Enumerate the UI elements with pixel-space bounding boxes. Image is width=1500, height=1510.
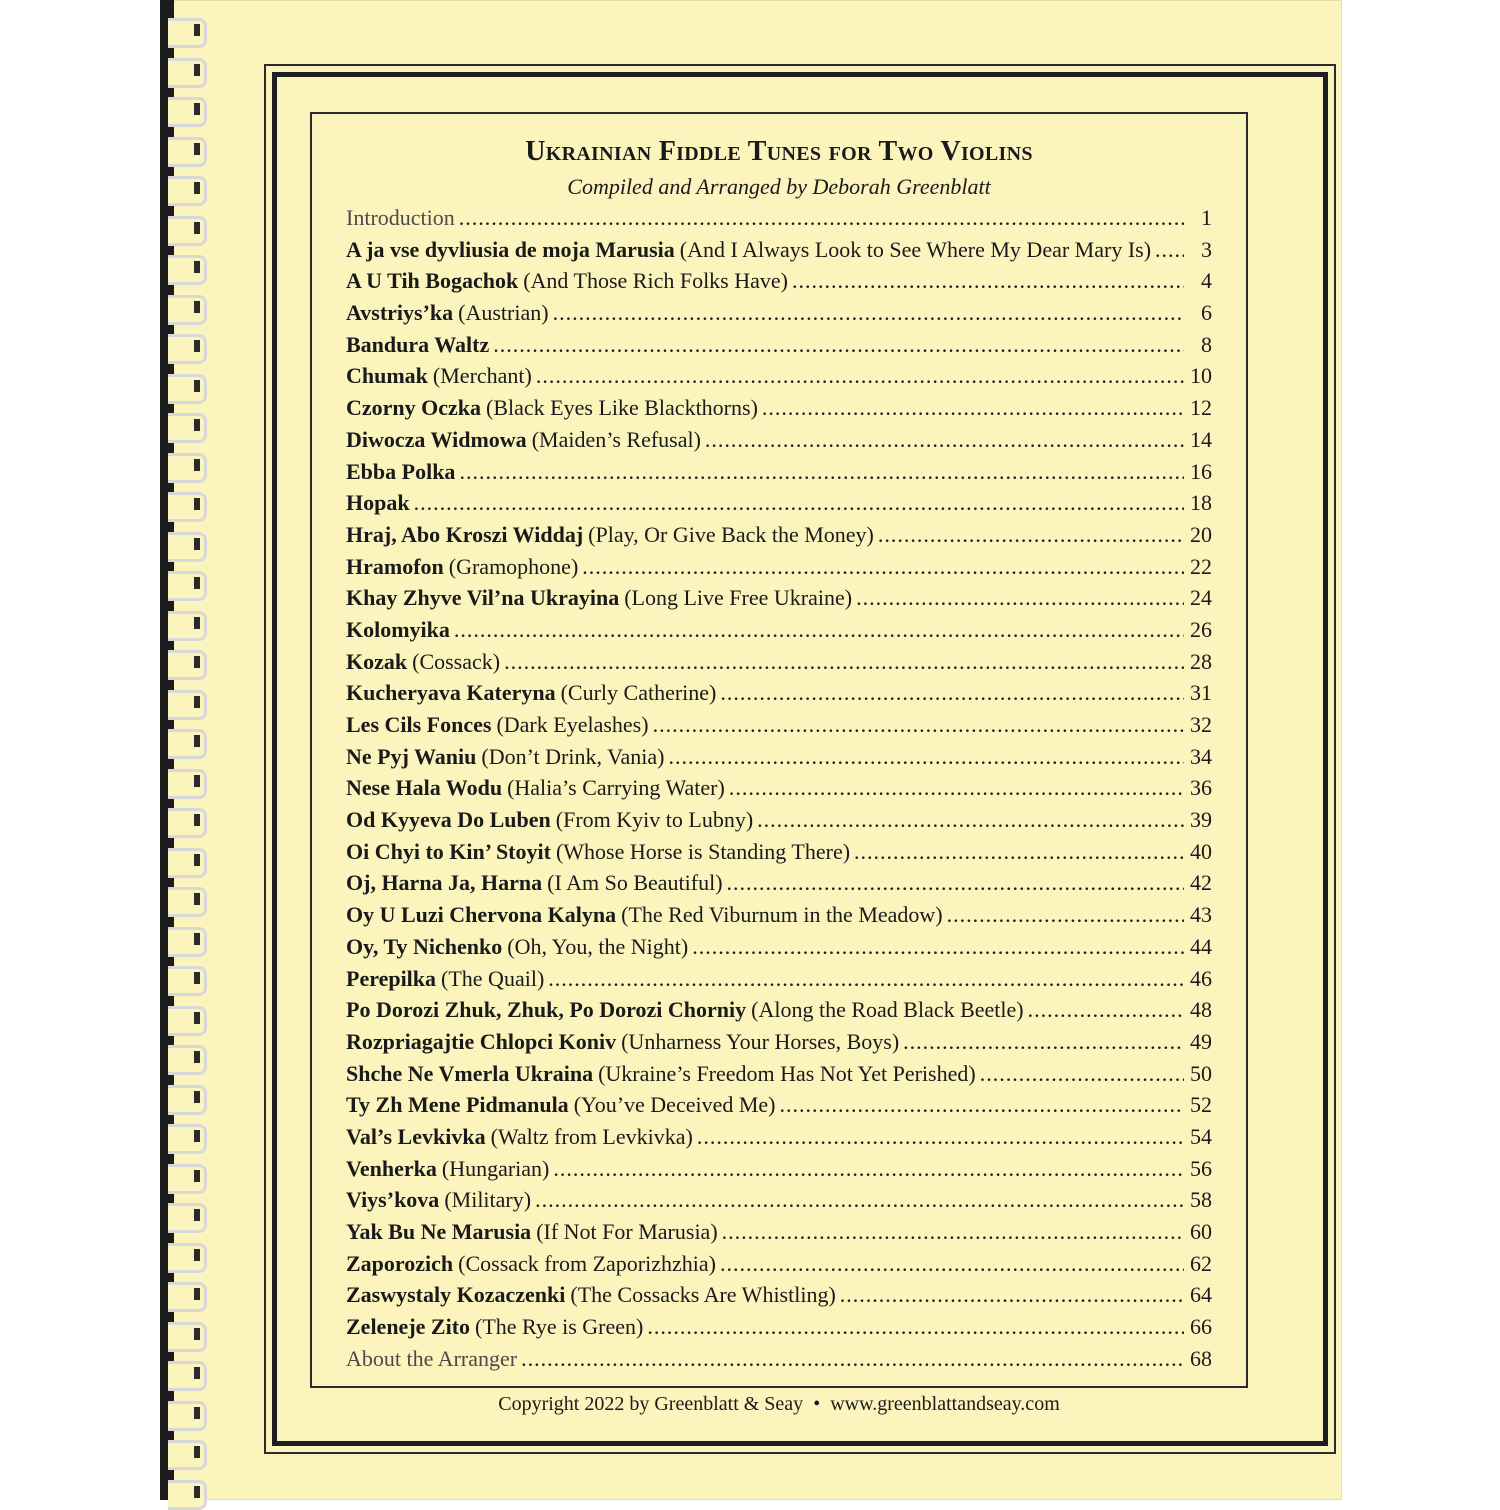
toc-entry-title: Val’s Levkivka xyxy=(346,1123,486,1149)
toc-entry-title: Zeleneje Zito xyxy=(346,1314,471,1340)
dot-leader xyxy=(705,424,1184,456)
toc-page-number: 40 xyxy=(1190,838,1212,864)
toc-page-number: 34 xyxy=(1190,743,1212,769)
toc-page-number: 20 xyxy=(1190,521,1212,547)
toc-page-number: 64 xyxy=(1190,1282,1212,1308)
binding-coil xyxy=(168,492,206,518)
dot-leader xyxy=(414,487,1184,519)
dot-leader xyxy=(459,456,1184,488)
toc-entry[interactable] xyxy=(346,772,1212,804)
toc-page-number: 58 xyxy=(1190,1187,1212,1213)
copyright-text: Copyright 2022 by Greenblatt & Seay xyxy=(498,1393,804,1415)
toc-page-number: 42 xyxy=(1190,870,1212,896)
toc-page-number: 16 xyxy=(1190,458,1212,484)
toc-entry-title: Khay Zhyve Vil’na Ukrayina xyxy=(346,585,620,611)
dot-leader xyxy=(553,297,1184,329)
book-subtitle: Compiled and Arranged by Deborah Greenblatt xyxy=(567,174,991,199)
toc-entry-title: Ty Zh Mene Pidmanula xyxy=(346,1092,569,1118)
toc-entry[interactable] xyxy=(346,1279,1212,1311)
toc-page-number: 52 xyxy=(1190,1092,1212,1118)
binding-coil xyxy=(168,729,206,755)
toc-entry-title: Czorny Oczka xyxy=(346,395,482,421)
toc-entry-title: Avstriys’ka xyxy=(346,300,454,326)
toc-entry-translation: (Waltz from Levkivka) xyxy=(490,1123,693,1149)
binding-coil xyxy=(168,966,206,992)
binding-coil xyxy=(168,887,206,913)
binding-coil xyxy=(168,1164,206,1190)
binding-coil xyxy=(168,18,206,44)
toc-entry-title: Zaporozich xyxy=(346,1250,454,1276)
binding-coil xyxy=(168,1401,206,1427)
toc-entry-title: Kucheryava Kateryna xyxy=(346,680,556,706)
toc-entry-title: Introduction xyxy=(346,205,455,230)
toc-entry-translation: (Hungarian) xyxy=(441,1155,550,1181)
toc-page-number: 36 xyxy=(1190,775,1212,801)
toc-entry-title: Od Kyyeva Do Luben xyxy=(346,807,551,833)
toc-entry-title: Ebba Polka xyxy=(346,458,456,484)
table-of-contents xyxy=(346,202,1212,1374)
toc-entry-translation: (Gramophone) xyxy=(448,553,579,579)
toc-entry-title: Oi Chyi to Kin’ Stoyit xyxy=(346,838,551,864)
dot-leader xyxy=(669,741,1185,773)
toc-entry-title: Nese Hala Wodu xyxy=(346,775,503,801)
toc-page-number: 1 xyxy=(1201,205,1212,230)
toc-entry-title: Viys’kova xyxy=(346,1187,440,1213)
binding-coil xyxy=(168,1006,206,1032)
toc-page-number: 60 xyxy=(1190,1219,1212,1244)
binding-coil xyxy=(168,1282,206,1308)
toc-entry-title: A ja vse dyvliusia de moja Marusia xyxy=(346,236,675,262)
toc-entry[interactable] xyxy=(346,931,1212,963)
toc-entry-title: Kozak xyxy=(346,648,408,674)
toc-page-number: 39 xyxy=(1190,807,1212,833)
dot-leader xyxy=(692,931,1184,963)
binding-coil xyxy=(168,532,206,558)
toc-entry-translation: (Merchant) xyxy=(432,363,532,389)
toc-entry[interactable] xyxy=(346,551,1212,583)
toc-entry[interactable] xyxy=(346,487,1212,519)
toc-entry-title: Oj, Harna Ja, Harna xyxy=(346,870,543,896)
toc-entry[interactable] xyxy=(346,297,1212,329)
toc-entry[interactable] xyxy=(346,1248,1212,1280)
toc-entry[interactable] xyxy=(346,614,1212,646)
binding-coil xyxy=(168,1124,206,1150)
dot-leader xyxy=(727,867,1184,899)
dot-leader xyxy=(840,1279,1184,1311)
toc-entry-title: Oy U Luzi Chervona Kalyna xyxy=(346,902,617,928)
toc-entry-title: Diwocza Widmowa xyxy=(346,426,527,452)
dot-leader xyxy=(729,772,1184,804)
binding-coil xyxy=(168,611,206,637)
dot-leader xyxy=(647,1311,1184,1343)
toc-entry-title: Oy, Ty Nichenko xyxy=(346,933,503,959)
toc-entry[interactable] xyxy=(346,994,1212,1026)
toc-entry[interactable] xyxy=(346,677,1212,709)
toc-page-number: 44 xyxy=(1190,933,1212,959)
binding-coil xyxy=(168,295,206,321)
toc-entry-title: Ne Pyj Waniu xyxy=(346,743,477,769)
binding-coil xyxy=(168,769,206,795)
toc-entry-translation: (Along the Road Black Beetle) xyxy=(751,997,1024,1023)
toc-page-number: 32 xyxy=(1190,712,1212,737)
binding-coil xyxy=(168,453,206,479)
toc-entry-translation: (From Kyiv to Lubny) xyxy=(555,807,754,833)
toc-entry-title: Po Dorozi Zhuk, Zhuk, Po Dorozi Chorniy xyxy=(346,997,747,1023)
toc-entry-translation: (And I Always Look to See Where My Dear Mary Is) xyxy=(679,236,1152,262)
dot-leader xyxy=(697,1121,1184,1153)
dot-leader xyxy=(722,1216,1184,1248)
toc-entry[interactable] xyxy=(346,963,1212,995)
dot-leader xyxy=(854,836,1184,868)
binding-coil xyxy=(168,413,206,439)
toc-entry-translation: (Curly Catherine) xyxy=(560,680,717,706)
binding-coil xyxy=(168,58,206,84)
dot-leader xyxy=(757,804,1184,836)
toc-entry-title: Chumak xyxy=(346,363,428,389)
dot-leader xyxy=(521,1343,1184,1375)
binding-coil xyxy=(168,1440,206,1466)
toc-page-number: 48 xyxy=(1190,997,1212,1023)
toc-page-number: 31 xyxy=(1190,680,1212,706)
dot-leader xyxy=(454,614,1184,646)
toc-entry-title: Hramofon xyxy=(346,553,444,579)
toc-entry[interactable] xyxy=(346,329,1212,361)
toc-entry-title: Shche Ne Vmerla Ukraina xyxy=(346,1060,594,1086)
toc-entry[interactable] xyxy=(346,709,1212,741)
toc-entry-translation: (Austrian) xyxy=(458,300,549,326)
toc-entry-translation: (Cossack from Zaporizhzhia) xyxy=(458,1250,716,1276)
toc-page-number: 12 xyxy=(1190,395,1212,421)
toc-page-number: 24 xyxy=(1190,585,1212,611)
toc-entry-title: Venherka xyxy=(346,1155,437,1181)
binding-coil xyxy=(168,1243,206,1269)
toc-entry-translation: (Halia’s Carrying Water) xyxy=(507,775,725,801)
toc-page-number: 46 xyxy=(1190,965,1212,991)
toc-entry[interactable] xyxy=(346,1311,1212,1343)
dot-leader xyxy=(1028,994,1184,1026)
toc-entry-title: Yak Bu Ne Marusia xyxy=(346,1219,532,1244)
toc-entry[interactable] xyxy=(346,741,1212,773)
toc-entry[interactable] xyxy=(346,1343,1212,1375)
toc-entry[interactable] xyxy=(346,899,1212,931)
toc-entry-title: Bandura Waltz xyxy=(346,331,490,357)
toc-entry[interactable] xyxy=(346,234,1212,266)
toc-entry-translation: (The Rye is Green) xyxy=(475,1314,644,1340)
toc-entry-translation: (Military) xyxy=(444,1187,532,1213)
dot-leader xyxy=(720,1248,1184,1280)
toc-page-number: 3 xyxy=(1201,236,1212,262)
toc-entry-translation: (Black Eyes Like Blackthorns) xyxy=(486,395,758,421)
toc-page-number: 4 xyxy=(1201,268,1212,294)
footer-bullet: • xyxy=(813,1393,821,1415)
toc-entry[interactable] xyxy=(346,1026,1212,1058)
toc-entry[interactable] xyxy=(346,1153,1212,1185)
dot-leader xyxy=(947,899,1184,931)
toc-page-number: 43 xyxy=(1190,902,1212,928)
toc-entry-translation: (Dark Eyelashes) xyxy=(496,712,649,737)
toc-page-number: 56 xyxy=(1190,1155,1212,1181)
toc-entry-translation: (Oh, You, the Night) xyxy=(507,933,689,959)
binding-coil xyxy=(168,1480,206,1506)
toc-entry[interactable] xyxy=(346,1121,1212,1153)
toc-entry[interactable] xyxy=(346,519,1212,551)
toc-page-number: 54 xyxy=(1190,1123,1212,1149)
toc-entry-translation: (Long Live Free Ukraine) xyxy=(624,585,853,611)
toc-entry-translation: (If Not For Marusia) xyxy=(536,1219,718,1244)
toc-page-number: 28 xyxy=(1190,648,1212,674)
binding-coil xyxy=(168,650,206,676)
toc-entry-title: Zaswystaly Kozaczenki xyxy=(346,1282,566,1308)
toc-entry-title: Les Cils Fonces xyxy=(346,712,492,737)
dot-leader xyxy=(878,519,1184,551)
toc-page-number: 50 xyxy=(1190,1060,1212,1086)
toc-entry-translation: (Ukraine’s Freedom Has Not Yet Perished) xyxy=(598,1060,976,1086)
dot-leader xyxy=(762,392,1184,424)
toc-entry[interactable] xyxy=(346,392,1212,424)
toc-entry-translation: (Play, Or Give Back the Money) xyxy=(588,521,874,547)
binding-coil xyxy=(168,1045,206,1071)
website-link[interactable]: www.greenblattandseay.com xyxy=(830,1393,1060,1415)
toc-entry[interactable] xyxy=(346,804,1212,836)
binding-coil xyxy=(168,176,206,202)
binding-coil xyxy=(168,216,206,242)
toc-entry-title: Perepilka xyxy=(346,965,437,991)
binding-coil xyxy=(168,255,206,281)
toc-entry-translation: (You’ve Deceived Me) xyxy=(573,1092,776,1118)
binding-coil xyxy=(168,808,206,834)
toc-entry-translation: (Don’t Drink, Vania) xyxy=(481,743,665,769)
toc-entry-translation: (Whose Horse is Standing There) xyxy=(555,838,851,864)
binding-coil xyxy=(168,1085,206,1111)
toc-entry-translation: (Maiden’s Refusal) xyxy=(531,426,701,452)
toc-entry-title: Hraj, Abo Kroszi Widdaj xyxy=(346,521,584,547)
toc-page-number: 6 xyxy=(1201,300,1212,326)
dot-leader xyxy=(780,1089,1184,1121)
binding-coil xyxy=(168,137,206,163)
binding-coil xyxy=(168,97,206,123)
dot-leader xyxy=(548,963,1184,995)
toc-entry-title: Hopak xyxy=(346,490,410,516)
toc-page-number: 22 xyxy=(1190,553,1212,579)
toc-page-number: 62 xyxy=(1190,1250,1212,1276)
toc-entry[interactable] xyxy=(346,424,1212,456)
dot-leader xyxy=(459,202,1184,234)
dot-leader xyxy=(980,1058,1184,1090)
toc-page-number: 26 xyxy=(1190,616,1212,642)
dot-leader xyxy=(535,1184,1184,1216)
toc-page-number: 14 xyxy=(1190,426,1212,452)
dot-leader xyxy=(493,329,1184,361)
binding-coil xyxy=(168,571,206,597)
toc-entry[interactable] xyxy=(346,836,1212,868)
dot-leader xyxy=(720,677,1184,709)
binding-coil xyxy=(168,1361,206,1387)
dot-leader xyxy=(553,1153,1184,1185)
binding-coil xyxy=(168,374,206,400)
toc-entry[interactable] xyxy=(346,1058,1212,1090)
dot-leader xyxy=(536,360,1184,392)
toc-entry-translation: (Cossack) xyxy=(412,648,501,674)
dot-leader xyxy=(792,265,1184,297)
toc-page-number: 10 xyxy=(1190,363,1212,389)
toc-entry-title: Rozpriagajtie Chlopci Koniv xyxy=(346,1028,617,1054)
toc-entry[interactable] xyxy=(346,265,1212,297)
toc-entry-title: About the Arranger xyxy=(346,1345,518,1371)
toc-entry[interactable] xyxy=(346,1216,1212,1248)
toc-entry-translation: (The Red Viburnum in the Meadow) xyxy=(621,902,943,928)
binding-coil xyxy=(168,927,206,953)
binding-coil xyxy=(168,848,206,874)
toc-entry[interactable] xyxy=(346,646,1212,678)
toc-page-number: 8 xyxy=(1201,331,1212,357)
toc-entry[interactable] xyxy=(346,202,1212,234)
toc-entry-translation: (I Am So Beautiful) xyxy=(547,870,723,896)
toc-entry[interactable] xyxy=(346,456,1212,488)
book-title: Ukrainian Fiddle Tunes for Two Violins xyxy=(525,136,1033,167)
toc-page-number: 49 xyxy=(1190,1028,1212,1054)
toc-entry-title: Kolomyika xyxy=(346,616,450,642)
toc-entry-translation: (And Those Rich Folks Have) xyxy=(523,268,788,294)
toc-page-number: 66 xyxy=(1190,1314,1212,1340)
toc-entry[interactable] xyxy=(346,867,1212,899)
toc-entry[interactable] xyxy=(346,1089,1212,1121)
toc-page-number: 68 xyxy=(1190,1345,1212,1371)
binding-coil xyxy=(168,1322,206,1348)
toc-entry[interactable] xyxy=(346,1184,1212,1216)
dot-leader xyxy=(1155,234,1184,266)
toc-entry[interactable] xyxy=(346,360,1212,392)
toc-entry-title: A U Tih Bogachok xyxy=(346,268,519,294)
binding-coil xyxy=(168,690,206,716)
dot-leader xyxy=(504,646,1184,678)
binding-coil xyxy=(168,334,206,360)
toc-entry-translation: (Unharness Your Horses, Boys) xyxy=(621,1028,900,1054)
footer xyxy=(310,1393,1248,1416)
dot-leader xyxy=(856,582,1184,614)
toc-entry-translation: (The Cossacks Are Whistling) xyxy=(570,1282,836,1308)
dot-leader xyxy=(582,551,1184,583)
toc-page-number: 18 xyxy=(1190,490,1212,516)
dot-leader xyxy=(903,1026,1184,1058)
dot-leader xyxy=(653,709,1184,741)
binding-coil xyxy=(168,1203,206,1229)
toc-entry-translation: (The Quail) xyxy=(441,965,545,991)
toc-entry[interactable] xyxy=(346,582,1212,614)
